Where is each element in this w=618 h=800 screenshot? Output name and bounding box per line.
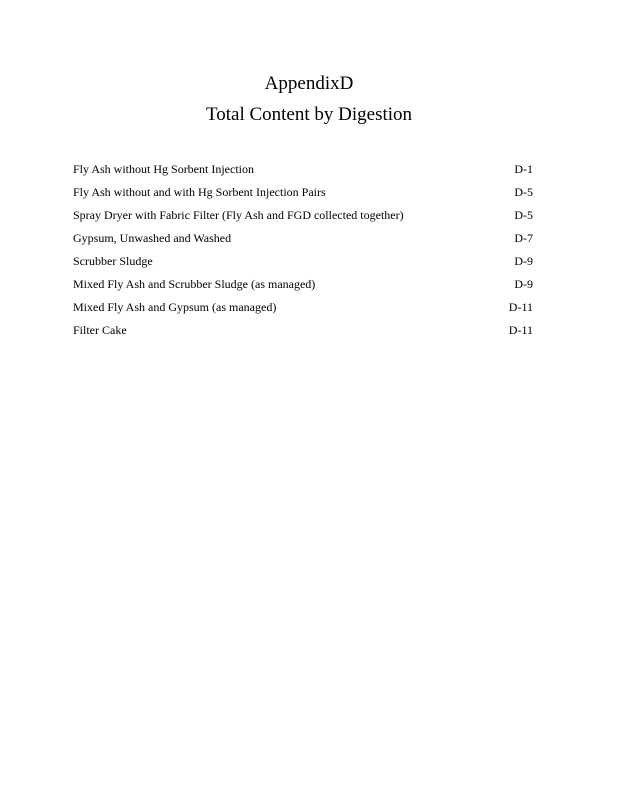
toc-entry bbox=[73, 322, 533, 345]
toc-entry-label: Mixed Fly Ash and Gypsum (as managed) bbox=[73, 300, 277, 314]
appendix-title: AppendixD bbox=[264, 73, 354, 94]
toc-entry-page: D-9 bbox=[514, 254, 533, 268]
toc-entry-page: D-5 bbox=[514, 208, 533, 222]
toc-entry bbox=[73, 253, 533, 276]
toc-entry bbox=[73, 276, 533, 299]
toc-entry-page: D-11 bbox=[508, 300, 533, 314]
toc-entry-label: Filter Cake bbox=[73, 323, 127, 337]
toc-entry-label: Scrubber Sludge bbox=[73, 254, 153, 268]
toc-entry-label: Spray Dryer with Fabric Filter (Fly Ash and FGD collected together) bbox=[73, 208, 404, 222]
toc-entry bbox=[73, 184, 533, 207]
toc-entry-page: D-9 bbox=[514, 277, 533, 291]
table-of-contents bbox=[73, 161, 533, 345]
page-subtitle: Total Content by Digestion bbox=[205, 104, 413, 125]
toc-entry-page: D-7 bbox=[514, 231, 533, 245]
toc-entry-page: D-11 bbox=[508, 323, 533, 337]
toc-entry bbox=[73, 161, 533, 184]
toc-entry-page: D-1 bbox=[514, 162, 533, 176]
toc-entry bbox=[73, 230, 533, 253]
toc-entry bbox=[73, 299, 533, 322]
toc-entry-label: Fly Ash without and with Hg Sorbent Injection Pairs bbox=[73, 185, 326, 199]
toc-entry-label: Fly Ash without Hg Sorbent Injection bbox=[73, 162, 254, 176]
toc-entry bbox=[73, 207, 533, 230]
toc-entry-page: D-5 bbox=[514, 185, 533, 199]
toc-entry-label: Mixed Fly Ash and Scrubber Sludge (as managed) bbox=[73, 277, 316, 291]
toc-entry-label: Gypsum, Unwashed and Washed bbox=[73, 231, 232, 245]
